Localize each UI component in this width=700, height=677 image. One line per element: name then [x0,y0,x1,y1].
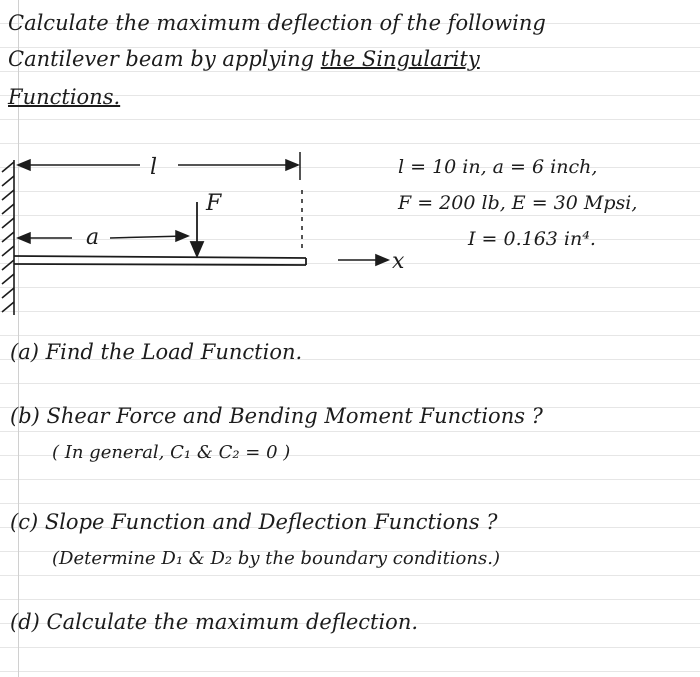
question-d: (d) Calculate the maximum deflection. [10,610,419,634]
length-label: l [150,155,158,180]
title-line-3: Functions. [8,85,121,109]
cantilever-beam-diagram [0,140,420,325]
given-line-3: I = 0.163 in⁴. [468,228,596,250]
force-label: F [206,191,222,216]
question-b-note: ( In general, C₁ & C₂ = 0 ) [52,442,291,463]
given-line-2: F = 200 lb, E = 30 Mpsi, [398,192,638,214]
x-axis-label: x [392,249,405,274]
given-line-1: l = 10 in, a = 6 inch, [398,156,598,178]
title-line-2-part-2: the Singularity [320,47,480,71]
beam [14,256,306,265]
title-line-2 [8,46,480,72]
force-arrow [191,202,203,256]
length-dimension [18,152,302,250]
title-line-1: Calculate the maximum deflection of the following [8,11,546,35]
x-axis-arrow [338,255,388,265]
a-label: a [86,225,100,250]
question-b: (b) Shear Force and Bending Moment Functions ? [10,404,543,428]
fixed-wall [2,160,14,315]
question-c-note: (Determine D₁ & D₂ by the boundary conditions.) [52,548,500,569]
a-dimension [18,231,188,243]
title-line-2-part-1: Cantilever beam by applying [8,47,315,71]
question-a: (a) Find the Load Function. [10,340,303,364]
question-c: (c) Slope Function and Deflection Functions ? [10,510,498,534]
